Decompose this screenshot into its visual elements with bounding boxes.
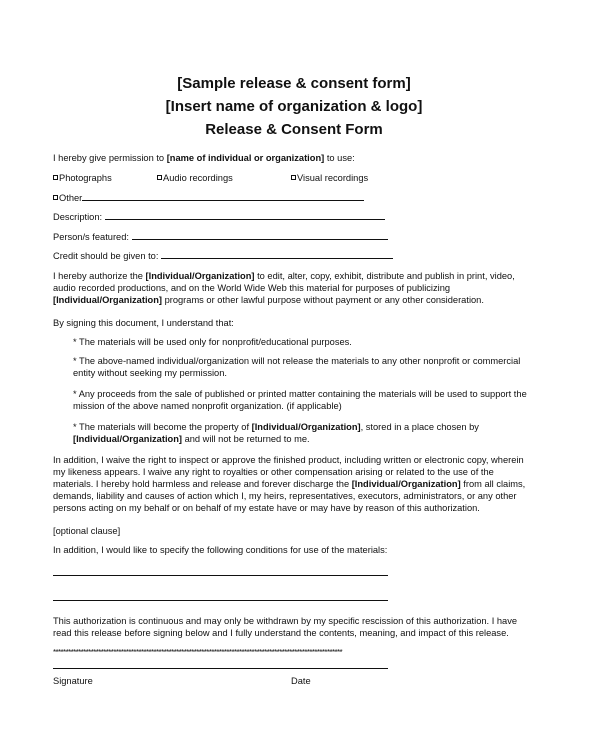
date-label: Date <box>291 676 311 686</box>
bullet-2-line-1: * The above-named individual/organization will not release the materials to any other nonprofit or commercial <box>73 356 521 366</box>
signature-line[interactable] <box>53 668 388 669</box>
option-photographs[interactable]: Photographs <box>53 172 112 184</box>
checkbox-icon[interactable] <box>157 175 162 180</box>
addition-line-5: persons acting on my behalf or on behalf of my estate have or may have by reason of this authorization. <box>53 503 480 513</box>
continuous-line-2: read this release before signing below and I fully understand the contents, meaning, and impact of this release. <box>53 628 509 638</box>
description-field[interactable]: Description: <box>53 211 385 223</box>
conditions-line-2[interactable] <box>53 600 388 601</box>
persons-field[interactable]: Person/s featured: <box>53 231 388 243</box>
addition-line-4: demands, liability and causes of action which I, my heirs, representatives, executors, administrators, or any other <box>53 491 517 501</box>
separator-stars: ******************************************************************************************************************* <box>53 648 343 657</box>
understand-heading: By signing this document, I understand that: <box>53 318 234 328</box>
option-audio[interactable]: Audio recordings <box>157 172 233 184</box>
other-field-line[interactable] <box>82 193 364 201</box>
optional-clause: [optional clause] <box>53 526 121 536</box>
checkbox-icon[interactable] <box>53 195 58 200</box>
checkbox-icon[interactable] <box>53 175 58 180</box>
bullet-3-line-2: mission of the above named nonprofit organization. (if applicable) <box>73 401 342 411</box>
bullet-1: * The materials will be used only for nonprofit/educational purposes. <box>73 337 352 347</box>
credit-line[interactable] <box>161 251 393 259</box>
authorize-line-1: I hereby authorize the [Individual/Organization] to edit, alter, copy, exhibit, distribute and publish in print, video, <box>53 271 515 281</box>
description-line[interactable] <box>105 212 385 220</box>
conditions-line-1[interactable] <box>53 575 388 576</box>
option-other[interactable]: Other <box>53 192 364 204</box>
form-title-sample: [Sample release & consent form] <box>177 75 411 92</box>
signature-label: Signature <box>53 676 93 686</box>
continuous-line-1: This authorization is continuous and may only be withdrawn by my specific rescission of this authorization. I have <box>53 616 518 626</box>
option-visual[interactable]: Visual recordings <box>291 172 368 184</box>
bullet-2-line-2: entity without seeking my permission. <box>73 368 227 378</box>
bullet-4-line-1: * The materials will become the property of [Individual/Organization], stored in a place chosen by <box>73 422 479 432</box>
addition-line-2: my likeness appears. I waive any right to royalties or other compensation arising or related to the use of the <box>53 467 494 477</box>
bullet-3-line-1: * Any proceeds from the sale of published or printed matter containing the materials will be used to support the <box>73 389 527 399</box>
credit-field[interactable]: Credit should be given to: <box>53 250 393 262</box>
addition-line-3: materials. I hereby hold harmless and release and forever discharge the [Individual/Organization] from all claims, <box>53 479 526 489</box>
bullet-4-line-2: [Individual/Organization] and will not be returned to me. <box>73 434 310 444</box>
form-title-main: Release & Consent Form <box>205 121 383 138</box>
form-title-organization: [Insert name of organization & logo] <box>165 98 423 115</box>
authorize-line-3: [Individual/Organization] programs or other lawful purpose without payment or any other consideration. <box>53 295 484 305</box>
conditions-line: In addition, I would like to specify the following conditions for use of the materials: <box>53 545 388 555</box>
persons-line[interactable] <box>132 232 388 240</box>
checkbox-icon[interactable] <box>291 175 296 180</box>
authorize-line-2: audio recorded productions, and on the World Wide Web this material for purposes of publicizing <box>53 283 451 293</box>
permission-line: I hereby give permission to [name of individual or organization] to use: <box>53 153 355 163</box>
addition-line-1: In addition, I waive the right to inspect or approve the finished product, including written or electronic copy, wherein <box>53 455 524 465</box>
